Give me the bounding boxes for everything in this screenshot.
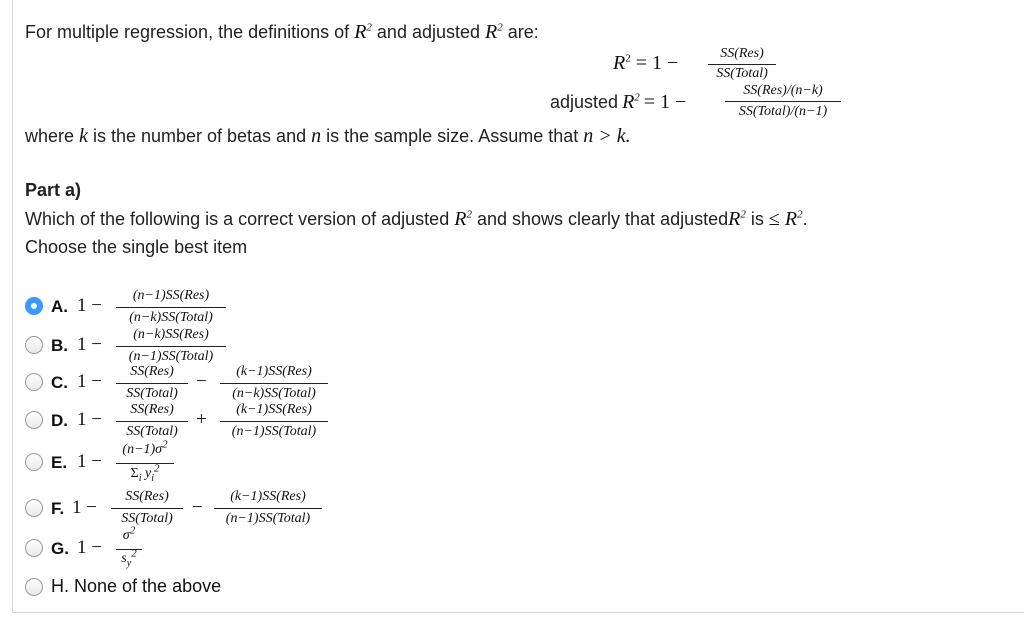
adj-eq-one-minus: = 1 − — [643, 91, 687, 113]
radio-option-e[interactable] — [25, 453, 43, 471]
intro-and: and adjusted — [376, 22, 481, 42]
option-e-y-sub: i — [151, 472, 154, 484]
where-condition: n > k. — [583, 125, 631, 147]
question-end: . — [802, 209, 808, 229]
option-e-num-sup: 2 — [162, 438, 168, 451]
r-letter: R — [354, 21, 367, 43]
question-r2-square: 2 — [740, 208, 746, 221]
question-r3-square: 2 — [797, 208, 803, 221]
option-g-sigma-sup: 2 — [129, 524, 136, 537]
adj-fraction-bar — [725, 101, 841, 102]
option-a-numerator: (n−1)SS(Res) — [132, 288, 210, 303]
option-a-fraction-bar — [116, 307, 226, 308]
r-symbol — [354, 21, 372, 43]
option-c-label[interactable]: C. — [51, 373, 68, 392]
adj-numerator: SS(Res)/(n−k) — [743, 83, 823, 98]
question-r1-letter: R — [454, 208, 467, 230]
question-text — [25, 208, 808, 231]
option-b-one-minus: 1 − — [77, 334, 102, 355]
question-r2-letter: R — [728, 208, 741, 230]
adj-r-letter: R — [485, 21, 498, 43]
adj-r2-symbol — [622, 91, 640, 113]
where-n: n — [311, 125, 322, 147]
adj-r2-square: 2 — [634, 91, 640, 104]
option-d-operator: + — [196, 409, 207, 430]
option-d-fraction-bar-2 — [220, 421, 328, 422]
r2-eq-one-minus: = 1 − — [635, 52, 679, 74]
option-b-numerator: (n−k)SS(Res) — [133, 327, 209, 342]
option-e-num-text: (n−1)σ — [122, 442, 163, 457]
option-e-fraction-bar — [116, 463, 174, 464]
option-f-fraction-bar-1 — [111, 508, 183, 509]
option-c-fraction-bar-2 — [220, 383, 328, 384]
where-k: k — [79, 125, 88, 147]
question-r1 — [454, 208, 472, 230]
option-f-denominator-1: SS(Total) — [121, 511, 173, 526]
option-g-label[interactable]: G. — [51, 539, 69, 558]
option-c-operator: − — [196, 371, 207, 392]
intro-line — [25, 21, 539, 44]
where-t3: is the sample size. Assume that — [326, 126, 579, 146]
option-a-one-minus: 1 − — [77, 295, 102, 316]
adj-r2-formula-lhs — [550, 91, 686, 114]
instruction-text: Choose the single best item — [25, 237, 248, 257]
option-e-sum: Σ — [130, 466, 139, 481]
option-g-one-minus: 1 − — [77, 537, 102, 558]
option-e-label[interactable]: E. — [51, 453, 68, 472]
r2-formula-lhs — [613, 52, 678, 75]
radio-option-g[interactable] — [25, 539, 43, 557]
question-r1-square: 2 — [466, 208, 472, 221]
option-d-one-minus: 1 − — [77, 409, 102, 430]
adj-r2-letter: R — [622, 91, 635, 113]
option-e-one-minus: 1 − — [77, 451, 102, 472]
adj-r-square: 2 — [497, 21, 503, 34]
option-g-s-sup: 2 — [131, 547, 137, 560]
r2-fraction-bar — [708, 64, 776, 65]
intro-are: are: — [507, 22, 539, 42]
radio-option-b[interactable] — [25, 336, 43, 354]
where-t2: is the number of betas and — [92, 126, 307, 146]
option-d-numerator-1: SS(Res) — [130, 402, 174, 417]
option-e-y-sup: 2 — [153, 462, 160, 475]
adj-denominator: SS(Total)/(n−1) — [738, 104, 828, 119]
option-a-label[interactable]: A. — [51, 297, 68, 316]
radio-option-d[interactable] — [25, 411, 43, 429]
adj-label: adjusted — [550, 92, 619, 112]
option-g-sigma: σ — [122, 528, 130, 543]
option-a-denominator: (n−k)SS(Total) — [129, 310, 213, 325]
option-f-operator: − — [192, 497, 203, 518]
r2-numerator: SS(Res) — [720, 46, 764, 61]
option-c-numerator-1: SS(Res) — [130, 364, 174, 379]
radio-option-a[interactable] — [25, 297, 43, 315]
option-c-fraction-bar-1 — [116, 383, 188, 384]
option-c-numerator-2: (k−1)SS(Res) — [236, 364, 312, 379]
option-e-numerator — [116, 438, 174, 458]
option-f-numerator-1: SS(Res) — [125, 489, 169, 504]
r-square: 2 — [366, 21, 372, 34]
option-e-y: y — [144, 466, 152, 481]
option-c-denominator-2: (n−k)SS(Total) — [232, 386, 316, 401]
radio-option-h[interactable] — [25, 578, 43, 596]
option-d-denominator-2: (n−1)SS(Total) — [231, 424, 317, 439]
option-f-numerator-2: (k−1)SS(Res) — [230, 489, 306, 504]
intro-text: For multiple regression, the definitions of — [25, 22, 350, 42]
option-b-fraction-bar — [116, 346, 226, 347]
r2-lhs-letter: R — [613, 52, 626, 74]
option-g-s: s — [121, 551, 127, 566]
option-d-numerator-2: (k−1)SS(Res) — [236, 402, 312, 417]
option-g-s-sub: y — [126, 557, 132, 569]
part-title: Part a) — [25, 180, 82, 200]
option-g-denominator — [116, 547, 142, 569]
r2-denominator: SS(Total) — [716, 66, 768, 81]
question-t1: Which of the following is a correct version of adjusted — [25, 209, 450, 229]
question-t3: is — [750, 209, 764, 229]
option-d-label[interactable]: D. — [51, 411, 68, 430]
question-r2 — [728, 208, 746, 230]
question-t2: and shows clearly that adjusted — [476, 209, 729, 229]
option-d-fraction-bar-1 — [116, 421, 188, 422]
option-b-denominator: (n−1)SS(Total) — [128, 349, 214, 364]
option-f-one-minus: 1 − — [72, 497, 97, 518]
option-f-denominator-2: (n−1)SS(Total) — [225, 511, 311, 526]
option-c-denominator-1: SS(Total) — [126, 386, 178, 401]
option-c-one-minus: 1 − — [77, 371, 102, 392]
option-f-fraction-bar-2 — [214, 508, 322, 509]
leq-symbol: ≤ — [768, 208, 780, 230]
option-e-sum-sub: i — [138, 472, 142, 484]
option-h-label[interactable]: H. None of the above — [51, 576, 222, 596]
where-t1: where — [25, 126, 75, 146]
option-b-label[interactable]: B. — [51, 336, 68, 355]
question-r3-letter: R — [784, 208, 798, 230]
radio-option-f[interactable] — [25, 499, 43, 517]
adj-r-symbol — [485, 21, 503, 43]
option-e-denominator — [116, 462, 174, 484]
r2-lhs-square: 2 — [625, 52, 631, 65]
where-line — [25, 125, 631, 148]
option-g-numerator — [116, 524, 142, 544]
radio-option-c[interactable] — [25, 373, 43, 391]
question-r3 — [785, 208, 803, 230]
option-g-fraction-bar — [116, 549, 142, 550]
option-f-label[interactable]: F. — [51, 499, 65, 518]
option-d-denominator-1: SS(Total) — [126, 424, 178, 439]
